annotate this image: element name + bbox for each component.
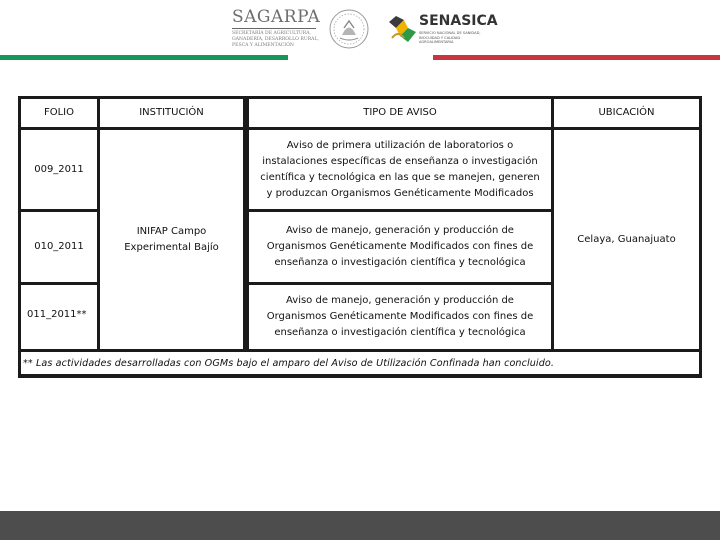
page-header <box>0 0 720 60</box>
table-footnote: ** Las actividades desarrolladas con OGMs bajo el amparo del Aviso de Utilización Confinada han concluido. <box>21 352 699 374</box>
sagarpa-subtitle-line: GANADERÍA, DESARROLLO RURAL, <box>232 37 320 42</box>
sagarpa-logo <box>232 7 321 49</box>
header-institucion: INSTITUCIÓN <box>100 99 243 127</box>
senasica-subtitle-line: INOCUIDAD Y CALIDAD <box>419 35 461 40</box>
header-ubicacion: UBICACIÓN <box>554 99 699 127</box>
sagarpa-title: SAGARPA <box>232 7 321 27</box>
senasica-subtitle <box>419 31 499 45</box>
sagarpa-subtitle <box>232 31 320 49</box>
location-cell: Celaya, Guanajuato <box>554 130 699 349</box>
header-stripe-green <box>0 55 288 60</box>
aviso-cell: Aviso de primera utilización de laboratorios o instalaciones específicas de enseñanza o investigación científica y tecnológica en las que se manejen, generen y produzcan Organismos Genéticamente Modificados <box>249 130 551 209</box>
mexico-seal-icon <box>328 8 370 50</box>
header-folio: FOLIO <box>21 99 97 127</box>
senasica-subtitle-line: SERVICIO NACIONAL DE SANIDAD, <box>419 31 481 35</box>
folio-cell: 009_2011 <box>21 130 97 209</box>
institution-cell: INIFAP Campo Experimental Bajío <box>100 130 243 349</box>
folio-cell: 010_2011 <box>21 212 97 282</box>
senasica-title: SENASICA <box>419 13 498 29</box>
senasica-emblem-icon <box>386 12 420 46</box>
senasica-subtitle-line: AGROALIMENTARIA <box>419 40 454 44</box>
header-stripe-red <box>433 55 720 60</box>
sagarpa-subtitle-line: PESCA Y ALIMENTACIÓN <box>232 43 294 48</box>
footer-bar <box>0 511 720 540</box>
sagarpa-subtitle-line: SECRETARÍA DE AGRICULTURA, <box>232 31 311 36</box>
folio-cell: 011_2011** <box>21 285 97 349</box>
avisos-table <box>18 96 702 378</box>
header-tipo-aviso: TIPO DE AVISO <box>249 99 551 127</box>
aviso-cell: Aviso de manejo, generación y producción de Organismos Genéticamente Modificados con fines de enseñanza o investigación científica y tecnológica <box>249 285 551 349</box>
senasica-logo <box>419 14 499 45</box>
aviso-cell: Aviso de manejo, generación y producción de Organismos Genéticamente Modificados con fines de enseñanza o investigación científica y tecnológica <box>249 212 551 282</box>
